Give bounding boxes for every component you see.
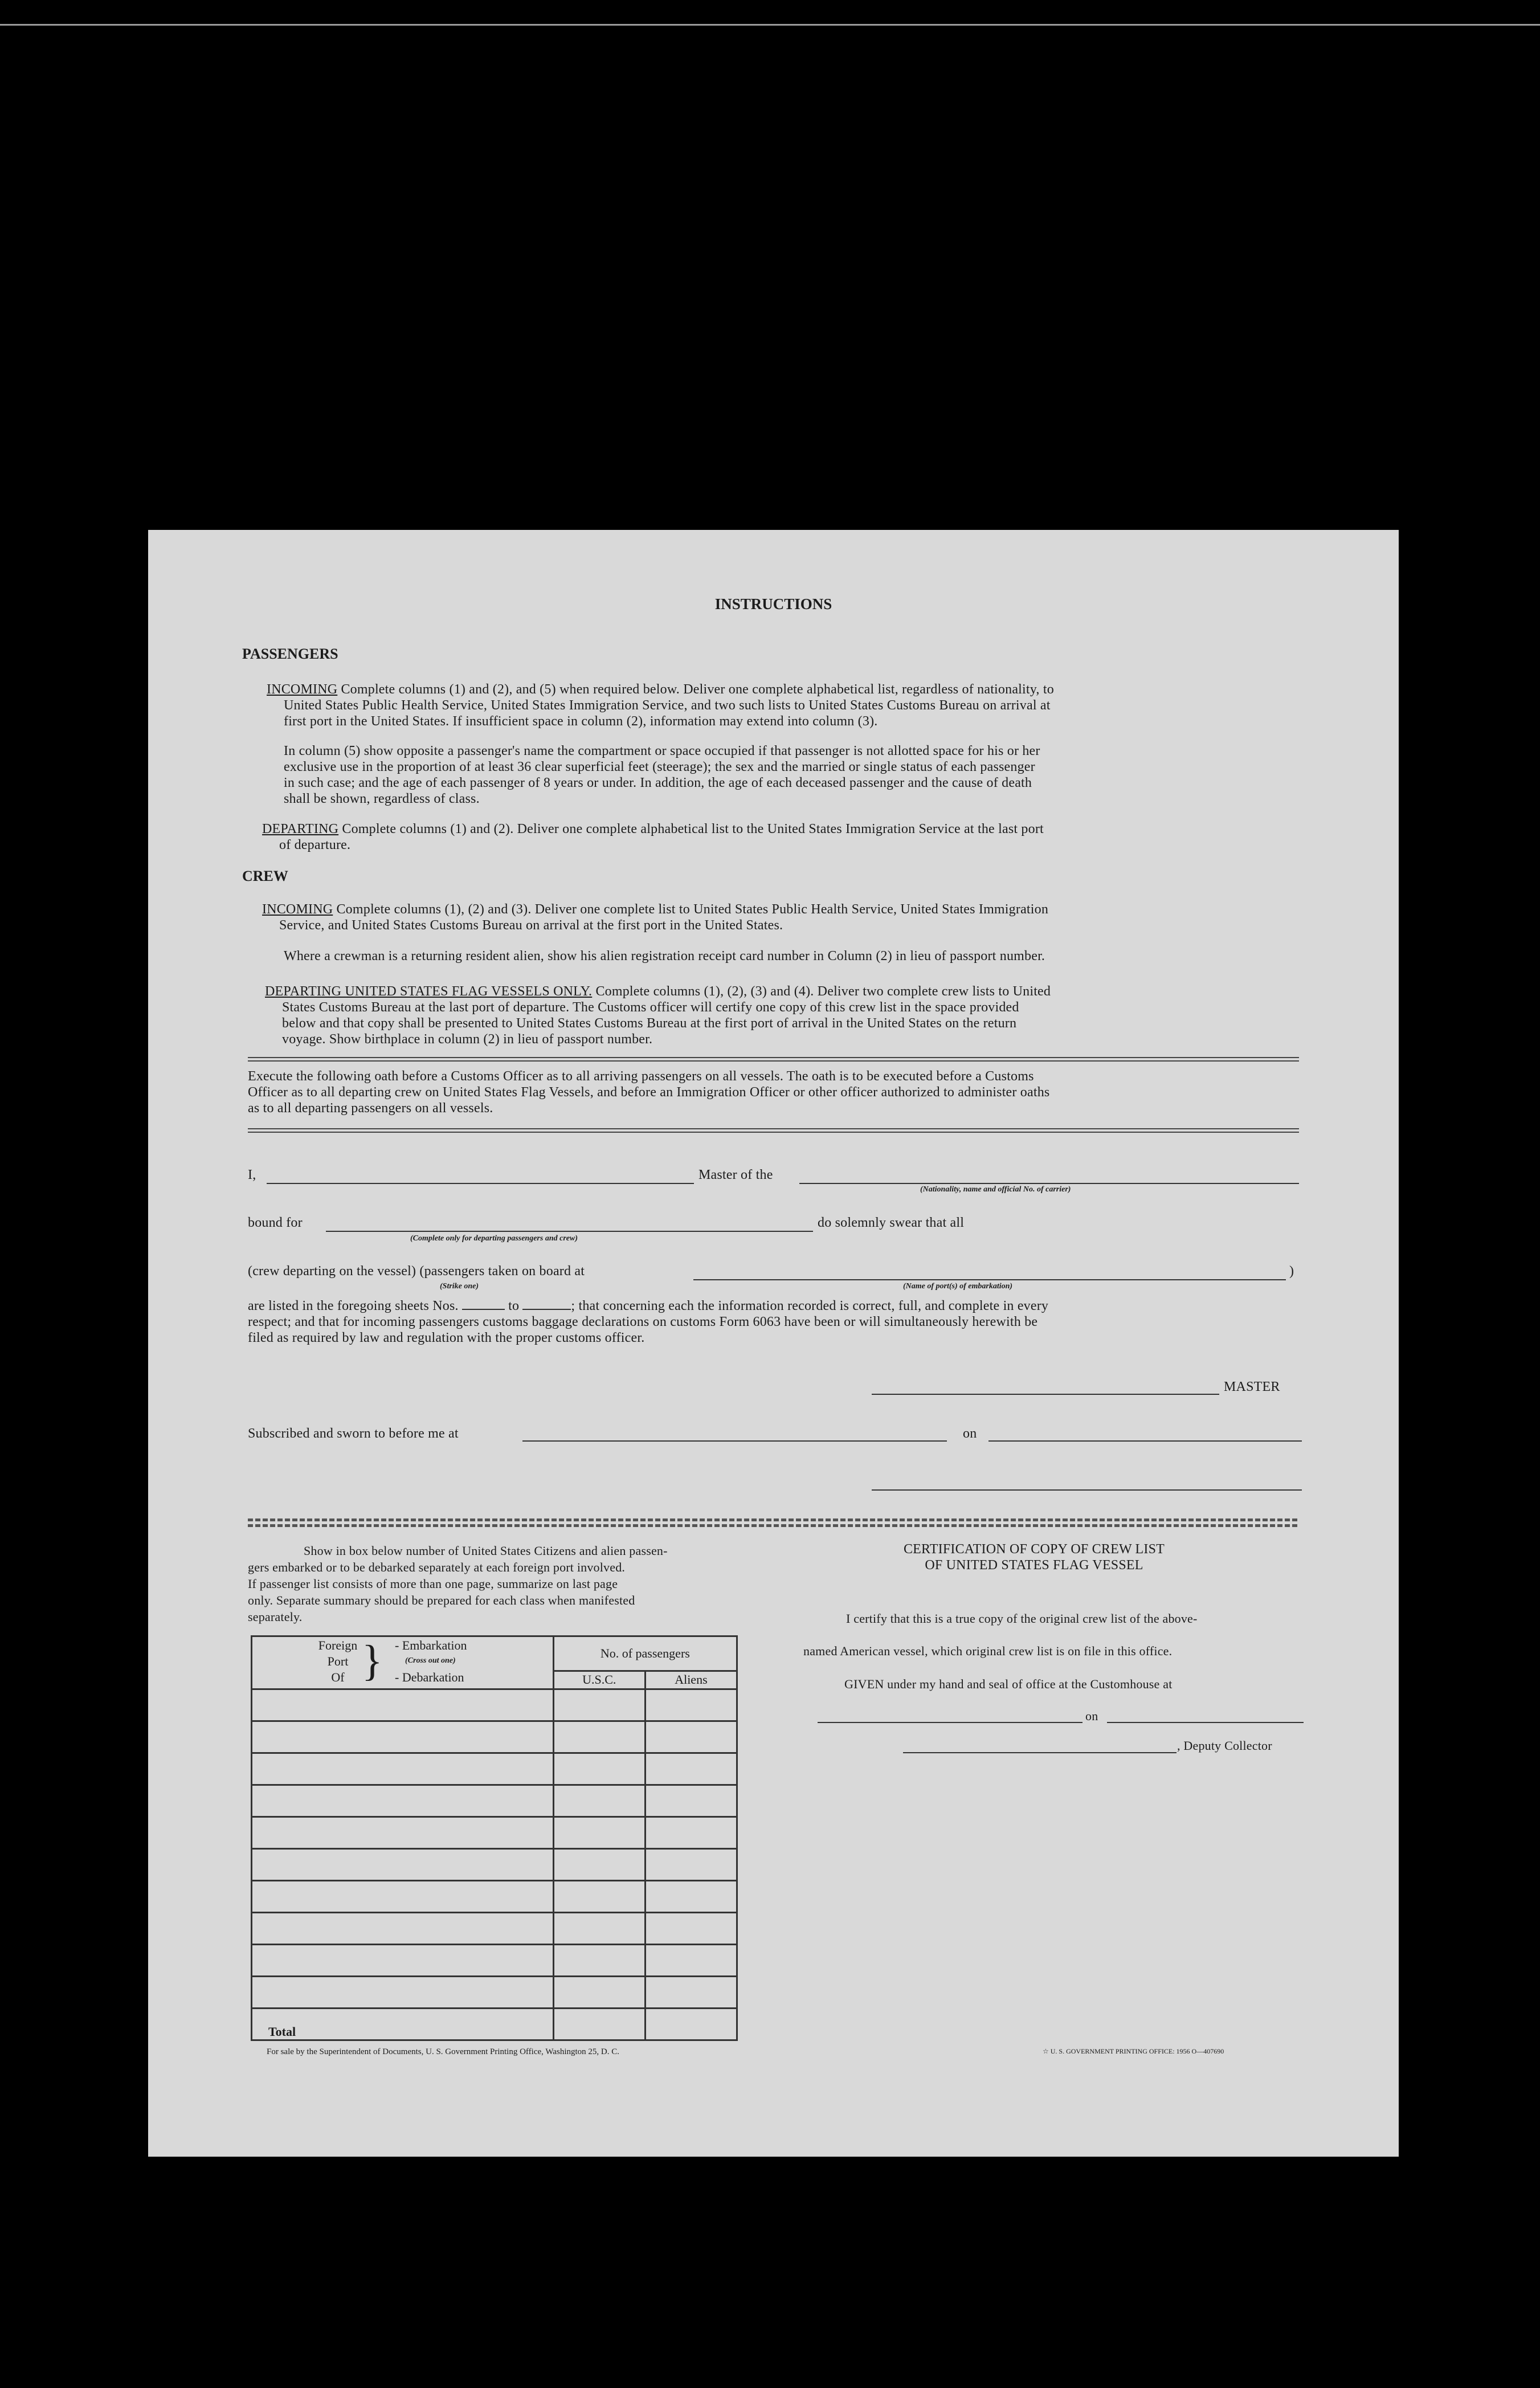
aliens-cell[interactable] bbox=[645, 1977, 737, 2009]
subscribed-label: Subscribed and sworn to before me at bbox=[248, 1426, 459, 1441]
port-cell[interactable] bbox=[252, 1785, 554, 1817]
text-line: filed as required by law and regulation with the proper customs officer. bbox=[248, 1330, 645, 1345]
text-line: separately. bbox=[248, 1610, 303, 1624]
text-line: Execute the following oath before a Customs Officer as to all arriving passengers on all vessels. The oath is to be executed before a Customs bbox=[248, 1069, 1034, 1084]
text-line: voyage. Show birthplace in column (2) in lieu of passport number. bbox=[282, 1032, 653, 1047]
aliens-header: Aliens bbox=[645, 1671, 737, 1689]
crew-departing-paragraph bbox=[265, 983, 1359, 1047]
total-label: Total bbox=[252, 2009, 554, 2040]
usc-header: U.S.C. bbox=[553, 1671, 645, 1689]
oath-instructions bbox=[248, 1068, 1330, 1116]
close-paren: ) bbox=[1289, 1264, 1294, 1279]
master-signature-line[interactable] bbox=[872, 1394, 1219, 1395]
table-header-row bbox=[252, 1636, 737, 1671]
port-cell[interactable] bbox=[252, 1849, 554, 1881]
table-row bbox=[252, 1753, 737, 1785]
usc-cell[interactable] bbox=[553, 1785, 645, 1817]
port-cell[interactable] bbox=[252, 1913, 554, 1945]
departing-label: DEPARTING UNITED STATES FLAG VESSELS ONLY. bbox=[265, 984, 593, 999]
text-line: ; that concerning each the information recorded is correct, full, and complete in every bbox=[571, 1299, 1049, 1313]
table-row bbox=[252, 1849, 737, 1881]
master-label: MASTER bbox=[1224, 1379, 1280, 1394]
of-label: Of bbox=[331, 1670, 345, 1684]
certification-title bbox=[820, 1541, 1248, 1573]
bound-for-line[interactable] bbox=[326, 1231, 813, 1232]
foreign-label: Foreign bbox=[318, 1638, 358, 1652]
form-page bbox=[148, 530, 1399, 2157]
table-row bbox=[252, 1721, 737, 1753]
passenger-summary-table bbox=[251, 1635, 738, 2041]
usc-cell[interactable] bbox=[553, 1881, 645, 1913]
aliens-cell[interactable] bbox=[645, 1945, 737, 1977]
text-line: Complete columns (1), (2) and (3). Deliver one complete list to United States Public Health Service, United States Immigration bbox=[333, 902, 1049, 917]
text-line: In column (5) show opposite a passenger's name the compartment or space occupied if that passenger is not allotted space for his or her bbox=[284, 744, 1040, 758]
brace-icon: } bbox=[362, 1637, 383, 1685]
text-line: as to all departing passengers on all vessels. bbox=[248, 1101, 493, 1116]
passengers-count-header: No. of passengers bbox=[553, 1636, 737, 1671]
port-cell[interactable] bbox=[252, 1817, 554, 1849]
swear-label: do solemnly swear that all bbox=[818, 1215, 965, 1230]
passengers-heading: PASSENGERS bbox=[242, 646, 338, 662]
total-row bbox=[252, 2009, 737, 2040]
usc-cell[interactable] bbox=[553, 1817, 645, 1849]
sheets-paragraph bbox=[248, 1298, 1330, 1346]
given-line: GIVEN under my hand and seal of office at the Customhouse at bbox=[844, 1677, 1173, 1691]
crew-passenger-label: (crew departing on the vessel) (passengers taken on board at bbox=[248, 1264, 585, 1279]
usc-cell[interactable] bbox=[553, 1849, 645, 1881]
aliens-cell[interactable] bbox=[645, 1817, 737, 1849]
embarkation-label: - Embarkation bbox=[395, 1638, 467, 1652]
usc-total-cell[interactable] bbox=[553, 2009, 645, 2040]
aliens-cell[interactable] bbox=[645, 1849, 737, 1881]
text-line: Complete columns (1) and (2), and (5) when required below. Deliver one complete alphabetical list, regardless of nationality, to bbox=[337, 682, 1054, 697]
port-cell[interactable] bbox=[252, 1977, 554, 2009]
text-line: below and that copy shall be presented to United States Customs Bureau at the first port of arrival in the United States on the return bbox=[282, 1016, 1017, 1031]
strike-one-caption: (Strike one) bbox=[440, 1282, 479, 1291]
usc-cell[interactable] bbox=[553, 1945, 645, 1977]
film-border-line bbox=[0, 24, 1540, 26]
text-line: of departure. bbox=[279, 838, 351, 852]
crew-heading: CREW bbox=[242, 868, 288, 884]
aliens-cell[interactable] bbox=[645, 1785, 737, 1817]
text-line: Service, and United States Customs Bureau on arrival at the first port in the United States. bbox=[279, 918, 783, 933]
text-line: respect; and that for incoming passengers customs baggage declarations on customs Form 6063 have been or will simultaneously herewith be bbox=[248, 1315, 1038, 1329]
sheets-to: to bbox=[508, 1299, 520, 1313]
text-line: first port in the United States. If insufficient space in column (2), information may extend into column (3). bbox=[284, 714, 878, 729]
text-line: OF UNITED STATES FLAG VESSEL bbox=[925, 1558, 1143, 1573]
table-row bbox=[252, 1881, 737, 1913]
passengers-incoming-paragraph bbox=[267, 681, 1349, 729]
incoming-label: INCOMING bbox=[262, 902, 333, 917]
aliens-cell[interactable] bbox=[645, 1753, 737, 1785]
text-line: only. Separate summary should be prepared for each class when manifested bbox=[248, 1593, 635, 1607]
section-divider bbox=[248, 1518, 1299, 1521]
sheet-from-field[interactable] bbox=[462, 1309, 505, 1310]
debarkation-label: - Debarkation bbox=[395, 1670, 464, 1684]
usc-cell[interactable] bbox=[553, 1721, 645, 1753]
customhouse-line[interactable] bbox=[818, 1722, 1083, 1723]
text-line: Complete columns (1) and (2). Deliver one complete alphabetical list to the United States Immigration Service at the last port bbox=[338, 822, 1044, 836]
port-cell[interactable] bbox=[252, 1945, 554, 1977]
usc-cell[interactable] bbox=[553, 1753, 645, 1785]
text-line: If passenger list consists of more than one page, summarize on last page bbox=[248, 1577, 618, 1591]
aliens-cell[interactable] bbox=[645, 1913, 737, 1945]
text-line: exclusive use in the proportion of at least 36 clear superficial feet (steerage); the sex and the married or single status of each passenger bbox=[284, 760, 1035, 774]
text-line: CERTIFICATION OF COPY OF CREW LIST bbox=[903, 1542, 1165, 1557]
departing-label: DEPARTING bbox=[262, 822, 339, 836]
footer-sale-note: For sale by the Superintendent of Documents, U. S. Government Printing Office, Washington 25, D. C. bbox=[267, 2047, 619, 2056]
footer-printing-office: ☆ U. S. GOVERNMENT PRINTING OFFICE: 1956 O—407690 bbox=[1043, 2047, 1224, 2055]
foreign-port-header bbox=[252, 1636, 554, 1689]
embarkation-caption: (Name of port(s) of embarkation) bbox=[903, 1282, 1013, 1291]
summary-note bbox=[248, 1542, 761, 1625]
port-cell[interactable] bbox=[252, 1689, 554, 1721]
carrier-caption: (Nationality, name and official No. of carrier) bbox=[920, 1185, 1071, 1194]
usc-cell[interactable] bbox=[553, 1977, 645, 2009]
sheet-to-field[interactable] bbox=[522, 1309, 571, 1310]
cross-out-label: (Cross out one) bbox=[405, 1656, 456, 1665]
sworn-place-line[interactable] bbox=[522, 1440, 947, 1442]
table-row bbox=[252, 1689, 737, 1721]
usc-cell[interactable] bbox=[553, 1913, 645, 1945]
port-label: Port bbox=[327, 1654, 349, 1668]
page-title: INSTRUCTIONS bbox=[714, 595, 832, 613]
oath-i-label: I, bbox=[248, 1168, 256, 1182]
incoming-label: INCOMING bbox=[267, 682, 338, 697]
aliens-total-cell[interactable] bbox=[645, 2009, 737, 2040]
certify-date-line[interactable] bbox=[1107, 1722, 1304, 1723]
text-line: States Customs Bureau at the last port of departure. The Customs officer will certify one copy of this crew list in the space provided bbox=[282, 1000, 1019, 1015]
table-row bbox=[252, 1817, 737, 1849]
section-divider bbox=[248, 1128, 1299, 1133]
sworn-on-label: on bbox=[963, 1426, 977, 1441]
text-line: gers embarked or to be debarked separately at each foreign port involved. bbox=[248, 1560, 626, 1574]
table-row bbox=[252, 1913, 737, 1945]
crew-incoming-paragraph bbox=[262, 901, 1356, 933]
sworn-date-line[interactable] bbox=[988, 1440, 1302, 1442]
table-row bbox=[252, 1945, 737, 1977]
officer-signature-line[interactable] bbox=[872, 1489, 1302, 1491]
embarkation-port-line[interactable] bbox=[693, 1279, 1286, 1280]
aliens-cell[interactable] bbox=[645, 1721, 737, 1753]
port-cell[interactable] bbox=[252, 1721, 554, 1753]
aliens-cell[interactable] bbox=[645, 1881, 737, 1913]
certify-line: I certify that this is a true copy of the original crew list of the above- bbox=[846, 1611, 1198, 1626]
certify-line: named American vessel, which original crew list is on file in this office. bbox=[803, 1644, 1173, 1658]
port-cell[interactable] bbox=[252, 1881, 554, 1913]
certify-on-label: on bbox=[1085, 1709, 1098, 1723]
deputy-signature-line[interactable] bbox=[903, 1752, 1177, 1753]
table-row bbox=[252, 1977, 737, 2009]
text-line: Complete columns (1), (2), (3) and (4). Deliver two complete crew lists to United bbox=[592, 984, 1051, 999]
master-name-line[interactable] bbox=[267, 1183, 694, 1184]
text-line: Officer as to all departing crew on United States Flag Vessels, and before an Immigration Officer or other officer authorized to administer oaths bbox=[248, 1085, 1050, 1100]
resident-alien-note: Where a crewman is a returning resident alien, show his alien registration receipt card number in Column (2) in lieu of passport number. bbox=[284, 949, 1045, 964]
text-line: Show in box below number of United States Citizens and alien passen- bbox=[304, 1544, 668, 1558]
text-line: United States Public Health Service, United States Immigration Service, and two such lists to United States Customs Bureau on arrival at bbox=[284, 698, 1051, 713]
table-row bbox=[252, 1785, 737, 1817]
port-cell[interactable] bbox=[252, 1753, 554, 1785]
text-line: shall be shown, regardless of class. bbox=[284, 791, 480, 806]
master-of-the-label: Master of the bbox=[698, 1168, 773, 1182]
bound-for-caption: (Complete only for departing passengers and crew) bbox=[410, 1234, 578, 1243]
usc-cell[interactable] bbox=[553, 1689, 645, 1721]
section-divider bbox=[248, 1057, 1299, 1062]
text-line: in such case; and the age of each passenger of 8 years or under. In addition, the age of each deceased passenger and the cause of death bbox=[284, 775, 1032, 790]
bound-for-label: bound for bbox=[248, 1215, 303, 1230]
carrier-line[interactable] bbox=[799, 1183, 1299, 1184]
passengers-departing-paragraph bbox=[262, 821, 1356, 853]
sheets-prefix: are listed in the foregoing sheets Nos. bbox=[248, 1299, 459, 1313]
aliens-cell[interactable] bbox=[645, 1689, 737, 1721]
section-divider bbox=[248, 1524, 1299, 1527]
column5-paragraph bbox=[284, 743, 1366, 807]
deputy-label: , Deputy Collector bbox=[1177, 1738, 1272, 1753]
